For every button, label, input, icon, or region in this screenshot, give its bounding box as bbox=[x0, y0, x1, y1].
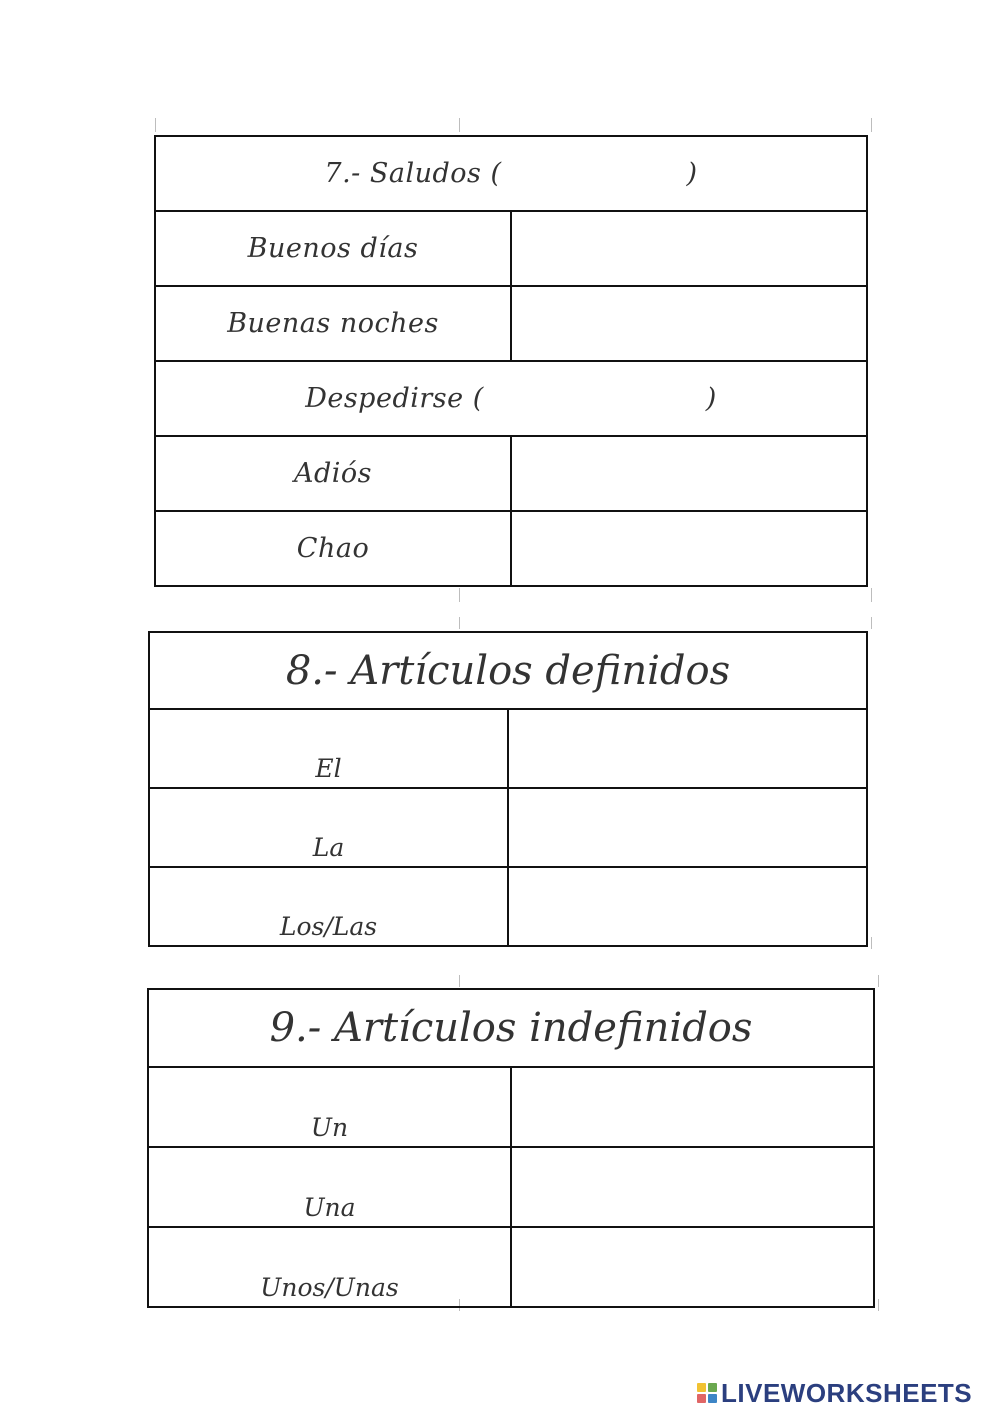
answer-field-la[interactable] bbox=[508, 788, 867, 867]
guide-tick bbox=[871, 937, 872, 949]
row-label: El bbox=[149, 709, 508, 788]
guide-tick bbox=[459, 975, 460, 987]
row-label: Un bbox=[148, 1067, 511, 1147]
row-label: La bbox=[149, 788, 508, 867]
table-row bbox=[155, 511, 867, 586]
guide-tick bbox=[878, 1299, 879, 1311]
answer-field-un[interactable] bbox=[511, 1067, 874, 1147]
answer-field-unos-unas[interactable] bbox=[511, 1227, 874, 1307]
table-row bbox=[149, 709, 867, 788]
answer-field-adios[interactable] bbox=[511, 436, 867, 511]
table-row bbox=[149, 867, 867, 946]
row-label: Buenas noches bbox=[155, 286, 511, 361]
answer-field-una[interactable] bbox=[511, 1147, 874, 1227]
articulos-indefinidos-table bbox=[147, 988, 875, 1308]
guide-tick bbox=[459, 617, 460, 629]
row-label: Buenos días bbox=[155, 211, 511, 286]
despedirse-header bbox=[155, 361, 867, 436]
table-row bbox=[149, 788, 867, 867]
row-label: Chao bbox=[155, 511, 511, 586]
logo-square bbox=[708, 1383, 717, 1392]
saludos-header-suffix: ) bbox=[686, 158, 698, 189]
guide-tick bbox=[871, 617, 872, 629]
articulos-definidos-title: 8.- Artículos definidos bbox=[149, 632, 867, 709]
row-label: Los/Las bbox=[149, 867, 508, 946]
row-label: Una bbox=[148, 1147, 511, 1227]
saludos-header-prefix: 7.- Saludos ( bbox=[324, 158, 502, 189]
guide-tick bbox=[871, 118, 872, 132]
table-row bbox=[155, 211, 867, 286]
table-row bbox=[148, 1227, 874, 1307]
liveworksheets-logo bbox=[697, 1377, 972, 1409]
guide-tick bbox=[871, 588, 872, 602]
answer-field-buenas-noches[interactable] bbox=[511, 286, 867, 361]
table-row bbox=[155, 286, 867, 361]
saludos-header bbox=[155, 136, 867, 211]
row-label: Adiós bbox=[155, 436, 511, 511]
logo-squares-icon bbox=[697, 1383, 717, 1403]
answer-field-chao[interactable] bbox=[511, 511, 867, 586]
answer-field-el[interactable] bbox=[508, 709, 867, 788]
guide-tick bbox=[459, 118, 460, 132]
row-label: Unos/Unas bbox=[148, 1227, 511, 1307]
articulos-indefinidos-title: 9.- Artículos indefinidos bbox=[148, 989, 874, 1067]
logo-square bbox=[708, 1394, 717, 1403]
logo-text: LIVEWORKSHEETS bbox=[721, 1377, 973, 1408]
despedirse-header-prefix: Despedirse ( bbox=[305, 383, 484, 414]
guide-tick bbox=[155, 118, 156, 132]
guide-tick bbox=[878, 975, 879, 987]
answer-field-los-las[interactable] bbox=[508, 867, 867, 946]
logo-square bbox=[697, 1394, 706, 1403]
logo-square bbox=[697, 1383, 706, 1392]
despedirse-header-suffix: ) bbox=[705, 383, 717, 414]
table-row bbox=[148, 1147, 874, 1227]
guide-tick bbox=[459, 588, 460, 602]
table-row bbox=[155, 436, 867, 511]
table-row bbox=[148, 1067, 874, 1147]
answer-field-buenos-dias[interactable] bbox=[511, 211, 867, 286]
saludos-table bbox=[154, 135, 868, 587]
articulos-definidos-table bbox=[148, 631, 868, 947]
